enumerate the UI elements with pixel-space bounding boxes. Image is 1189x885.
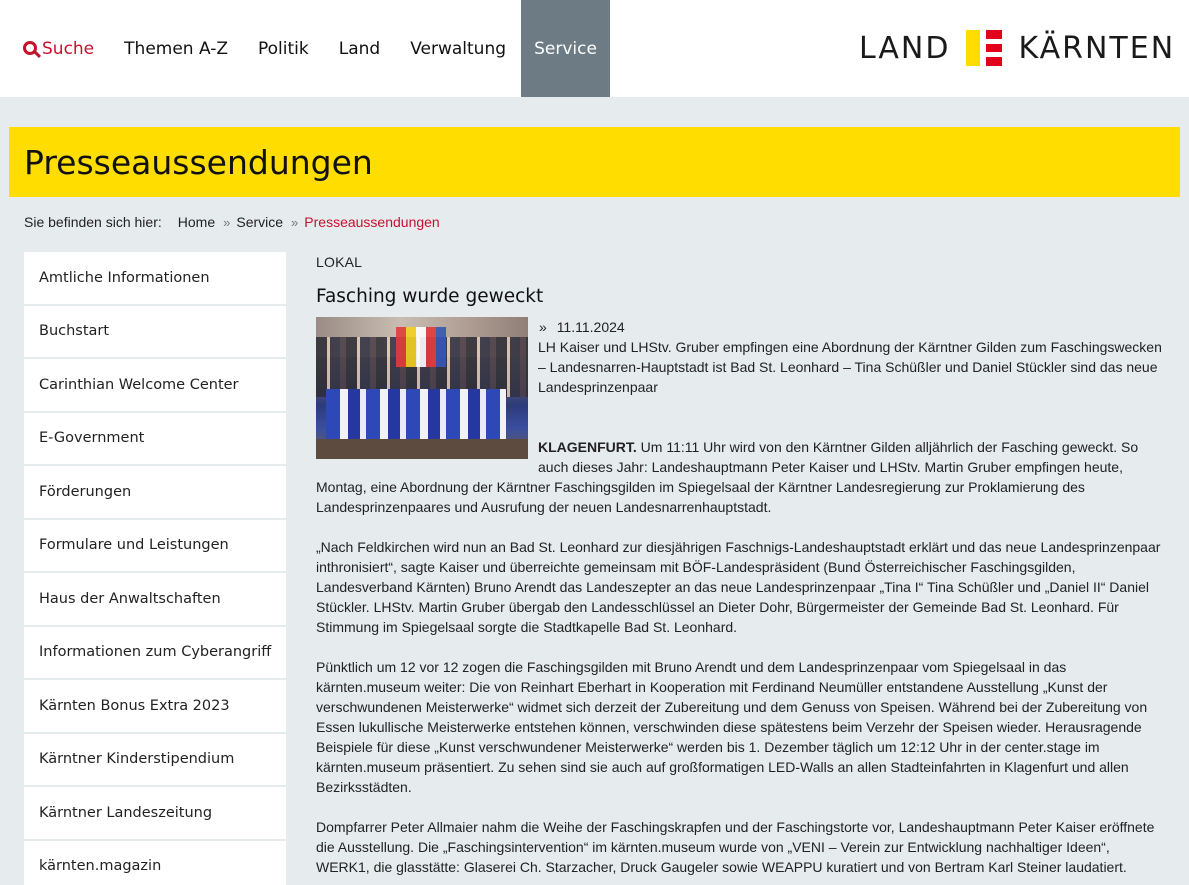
breadcrumb-home[interactable]: Home bbox=[177, 214, 216, 230]
sidebar-item-kaernten-bonus[interactable]: Kärnten Bonus Extra 2023 bbox=[24, 680, 286, 732]
sidebar-item-formulare-und-leistungen[interactable]: Formulare und Leistungen bbox=[24, 520, 286, 572]
article-body bbox=[316, 317, 1166, 877]
sidebar-item-cyberangriff[interactable]: Informationen zum Cyberangriff bbox=[24, 627, 286, 679]
chevron-right-icon: » bbox=[223, 214, 231, 230]
date-bullet-icon: » bbox=[539, 319, 547, 335]
article-paragraph-3: Pünktlich um 12 vor 12 zogen die Faschingsgilden mit Bruno Arendt und dem Landesprinzenpaar vom Spiegelsaal in das kärnten.museum weiter: Die von Reinhart Eberhart in Kooperation mit Ferdinand Neumüller entstandene Ausstellung „Kunst der verschwundenen Meisterwerke“ widmet sich derzeit der Zubereitung und dem Genuss von Speisen. Während bei der Zubereitung von Essen lukullische Meisterwerke entstehen können, verschwinden diese spätestens beim Verzehr der Speisen wieder. Herausragende Beispiele für diese „Kunst verschwundener Meisterwerke“ werden bis 1. Dezember täglich um 12:12 Uhr in der center.stage im kärnten.museum präsentiert. Zu sehen sind sie auch auf großformatigen LED-Walls an allen Stadteinfahrten in Klagenfurt und allen Bezirksstädten. bbox=[316, 659, 1148, 795]
article-main bbox=[316, 252, 1166, 885]
sidebar-item-foerderungen[interactable]: Förderungen bbox=[24, 466, 286, 518]
article-title: Fasching wurde geweckt bbox=[316, 286, 544, 307]
article-category: LOKAL bbox=[316, 254, 363, 270]
nav-politik[interactable]: Politik bbox=[258, 38, 309, 59]
article-photo[interactable] bbox=[316, 317, 528, 459]
breadcrumb bbox=[24, 214, 440, 230]
coat-of-arms-icon bbox=[966, 30, 1002, 66]
sidebar-item-amtliche-informationen[interactable]: Amtliche Informationen bbox=[24, 252, 286, 304]
breadcrumb-service[interactable]: Service bbox=[236, 214, 284, 230]
article-paragraph-2: „Nach Feldkirchen wird nun an Bad St. Leonhard zur diesjährigen Faschnigs-Landeshauptstadt erklärt und das neue Landesprinzenpaar inthronisiert“, sagte Kaiser und überreichte gemeinsam mit BÖF-Landespräsident (Bund Österreichischer Faschingsgilden, Landesverband Kärnten) Bruno Arendt das Landeszepter an das neue Landesprinzenpaar „Tina I“ Tina Schüßler und „Daniel II“ Daniel Stückler. LHStv. Martin Gruber übergab den Landesschlüssel an Dieter Dohr, Bürgermeister der Gemeinde Bad St. Leonhard. Für Stimmung im Spiegelsaal sorgte die Stadtkapelle Bad St. Leonhard. bbox=[316, 539, 1161, 635]
land-kaernten-logo[interactable] bbox=[859, 28, 1175, 68]
breadcrumb-current: Presseaussendungen bbox=[304, 214, 440, 230]
main-navigation bbox=[8, 0, 610, 97]
nav-themen-a-z[interactable]: Themen A-Z bbox=[124, 38, 229, 59]
chevron-right-icon: » bbox=[291, 214, 299, 230]
nav-verwaltung[interactable]: Verwaltung bbox=[410, 38, 507, 59]
logo-word-kaernten: KÄRNTEN bbox=[1018, 30, 1176, 66]
sidebar-item-e-government[interactable]: E-Government bbox=[24, 413, 286, 465]
search-link[interactable] bbox=[8, 0, 109, 97]
page-title: Presseaussendungen bbox=[24, 143, 373, 182]
nav-land[interactable]: Land bbox=[338, 38, 381, 59]
sidebar-item-kaernten-magazin[interactable]: kärnten.magazin bbox=[24, 841, 286, 885]
article-lead: LH Kaiser und LHStv. Gruber empfingen eine Abordnung der Kärntner Gilden zum Faschingswecken – Landesnarren-Hauptstadt ist Bad St. Leonhard – Tina Schüßler und Daniel Stückler sind das neue Landesprinzenpaar bbox=[538, 339, 1162, 395]
article-paragraph-1-text: Um 11:11 Uhr wird von den Kärntner Gilden alljährlich der Fasching geweckt. So auch dieses Jahr: Landeshauptmann Peter Kaiser und LHStv. Martin Gruber empfingen heute, Montag, eine Abordnung der Kärntner Faschingsgilden im Spiegelsaal der Kärntner Landesregierung zur Proklamierung des Landesprinzenpaares und Ausrufung der neuen Landesnarrenhauptstadt. bbox=[316, 439, 1139, 515]
search-icon bbox=[23, 41, 37, 55]
article-date: 11.11.2024 bbox=[556, 319, 625, 335]
search-label: Suche bbox=[42, 38, 95, 59]
sidebar-item-landeszeitung[interactable]: Kärntner Landeszeitung bbox=[24, 787, 286, 839]
page-title-banner bbox=[9, 127, 1180, 197]
site-header bbox=[0, 0, 1189, 97]
sidebar-item-carinthian-welcome-center[interactable]: Carinthian Welcome Center bbox=[24, 359, 286, 411]
article-dateline: KLAGENFURT. bbox=[538, 439, 637, 455]
logo-word-land: LAND bbox=[859, 30, 951, 66]
sidebar-item-haus-der-anwaltschaften[interactable]: Haus der Anwaltschaften bbox=[24, 573, 286, 625]
article-paragraph-4: Dompfarrer Peter Allmaier nahm die Weihe der Faschingskrapfen und der Faschingstorte vor, Landeshauptmann Peter Kaiser eröffnete die Ausstellung. Die „Faschingsintervention“ im kärnten.museum wurde von „VENI – Verein zur Entwicklung nachhaltiger Ideen“, WERK1, die glasstätte: Glaserei Ch. Starzacher, Druck Gaugeler sowie WEAPPU kuratiert und von Bertram Karl Steiner laudatiert. bbox=[316, 819, 1155, 875]
sidebar-item-buchstart[interactable]: Buchstart bbox=[24, 306, 286, 358]
sidebar-item-kinderstipendium[interactable]: Kärntner Kinderstipendium bbox=[24, 734, 286, 786]
breadcrumb-lead: Sie befinden sich hier: bbox=[24, 214, 162, 230]
nav-service[interactable]: Service bbox=[521, 0, 610, 97]
sidebar-menu bbox=[24, 252, 286, 885]
